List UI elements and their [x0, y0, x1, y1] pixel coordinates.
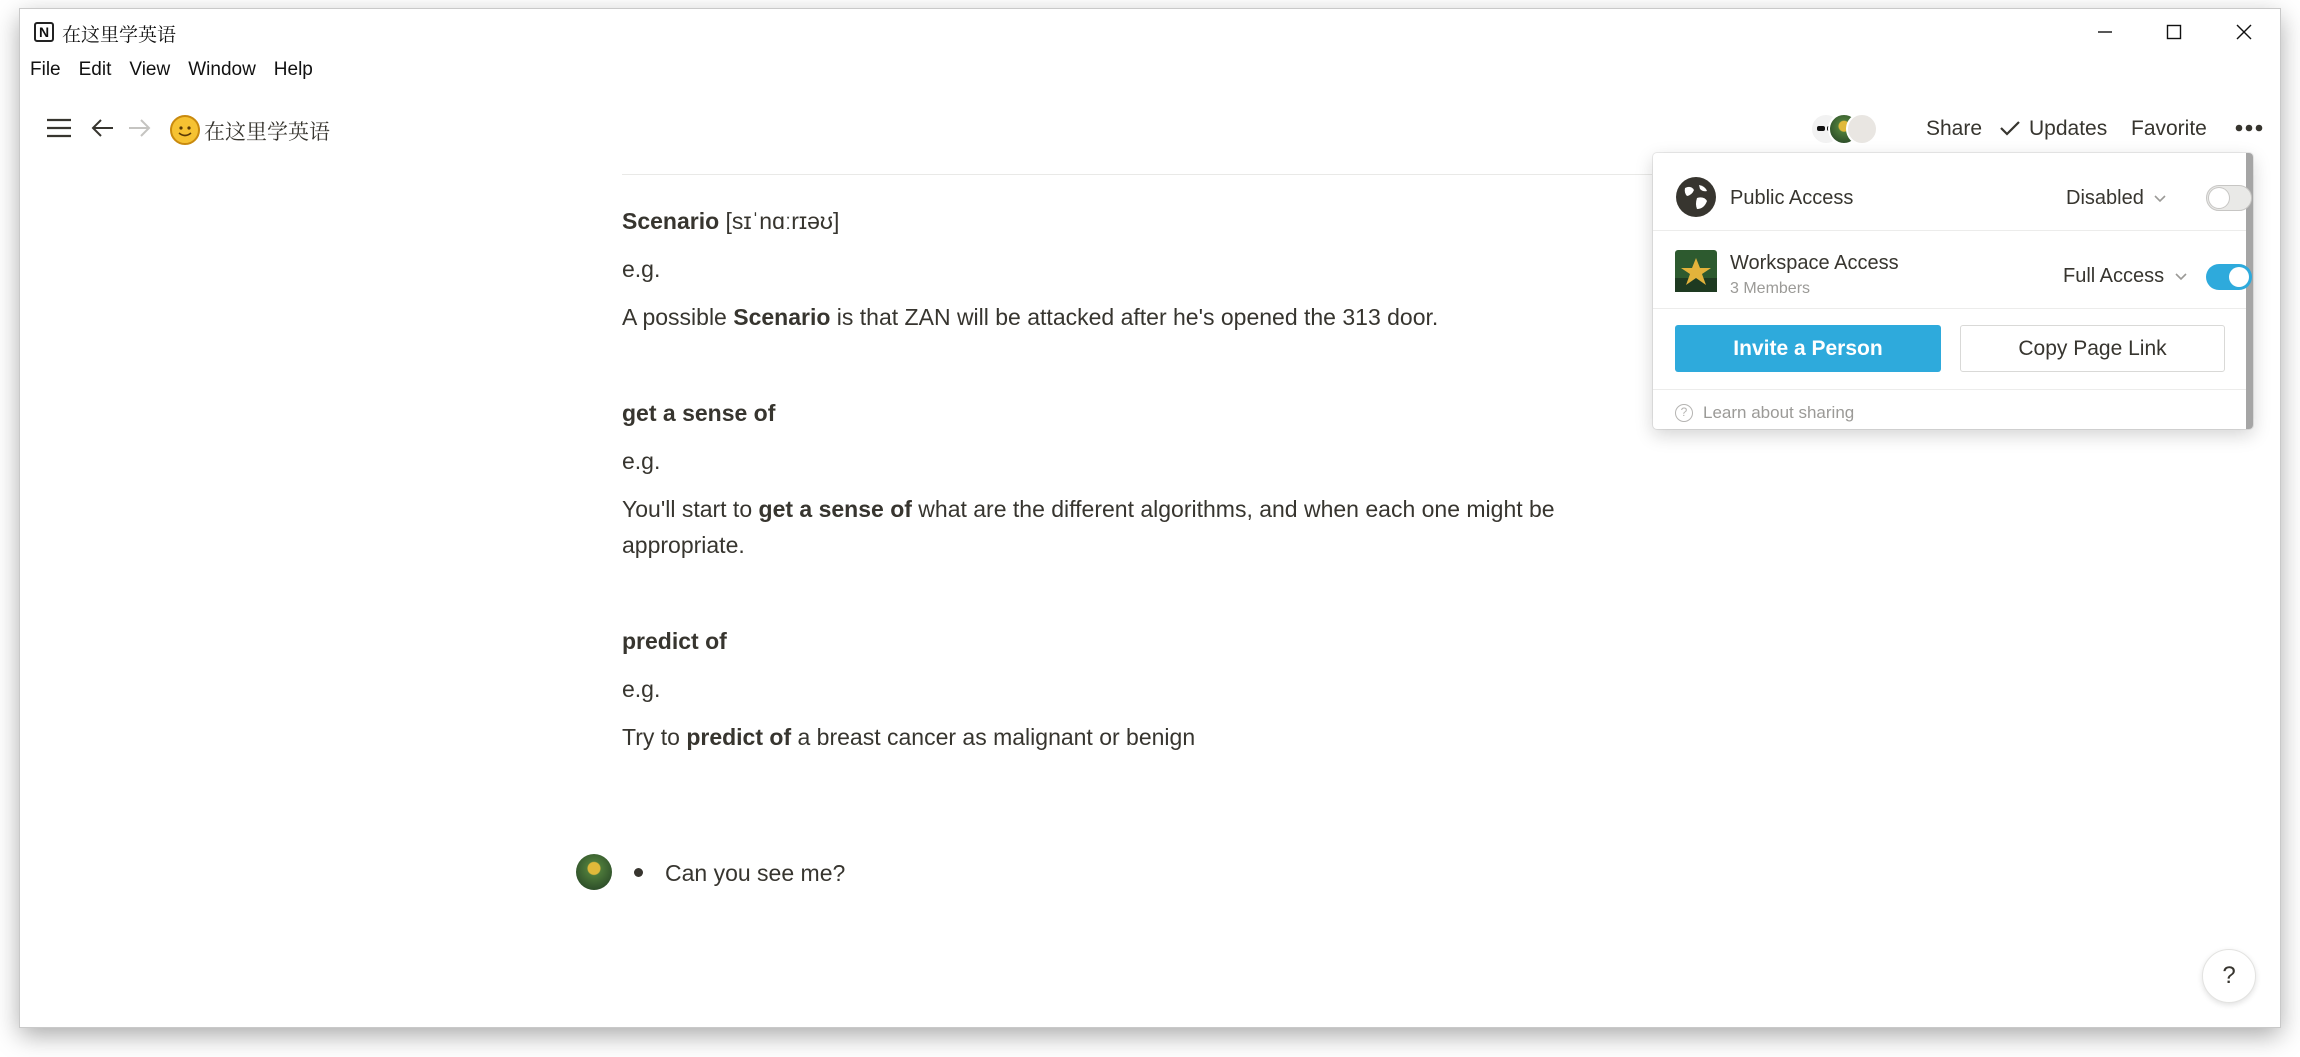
- check-icon: [1998, 115, 2022, 141]
- public-access-toggle[interactable]: [2206, 185, 2252, 211]
- chevron-down-icon: [2153, 194, 2167, 204]
- share-popup: [1653, 153, 2253, 429]
- menu-bar: [30, 59, 331, 87]
- public-access-dropdown[interactable]: [2066, 187, 2167, 210]
- menu-view[interactable]: View: [129, 59, 171, 80]
- updates-button[interactable]: Updates: [2029, 117, 2108, 140]
- eg-label[interactable]: e.g.: [622, 676, 661, 702]
- hamburger-icon: [46, 117, 72, 139]
- popup-divider: [1653, 308, 2246, 309]
- bullet-item-text[interactable]: Can you see me?: [665, 860, 846, 886]
- comment-author-avatar: [576, 854, 612, 890]
- window-title: 在这里学英语: [62, 25, 177, 46]
- chevron-down-icon: [2174, 272, 2188, 282]
- arrow-left-icon: [91, 118, 115, 138]
- title-bar: [20, 9, 2280, 55]
- workspace-access-toggle[interactable]: [2206, 264, 2252, 290]
- workspace-members-count: 3 Members: [1730, 280, 1811, 297]
- page-emoji-icon[interactable]: [170, 115, 200, 145]
- minimize-button[interactable]: [2075, 13, 2135, 51]
- avatar-sketch: [1846, 113, 1878, 145]
- workspace-access-label: Workspace Access: [1730, 252, 1899, 274]
- workspace-access-value: Full Access: [2063, 265, 2165, 287]
- example-sentence-continued[interactable]: appropriate.: [622, 532, 745, 558]
- help-button[interactable]: ?: [2202, 949, 2256, 1003]
- breadcrumb-page-title[interactable]: 在这里学英语: [204, 121, 330, 144]
- invite-person-button[interactable]: Invite a Person: [1675, 325, 1941, 372]
- share-button[interactable]: Share: [1926, 117, 1983, 140]
- maximize-icon: [2166, 24, 2182, 40]
- smile-icon: [172, 117, 198, 143]
- toggle-knob: [2229, 267, 2249, 287]
- minimize-icon: [2097, 24, 2113, 40]
- bullet-dot: [634, 868, 643, 877]
- term-heading[interactable]: get a sense of: [622, 400, 776, 426]
- block-divider: [622, 174, 1652, 175]
- workspace-icon: [1675, 250, 1717, 292]
- example-sentence[interactable]: Try to predict of a breast cancer as malignant or benign: [622, 724, 1196, 750]
- sidebar-toggle-button[interactable]: [44, 113, 74, 143]
- copy-page-link-button[interactable]: Copy Page Link: [1960, 325, 2225, 372]
- menu-help[interactable]: Help: [273, 59, 313, 80]
- learn-about-sharing-link[interactable]: [1675, 403, 1854, 423]
- close-window-button[interactable]: [2214, 13, 2274, 51]
- page-topbar: [20, 101, 2280, 157]
- menu-file[interactable]: File: [30, 59, 61, 80]
- more-options-button[interactable]: [2234, 115, 2264, 141]
- learn-about-sharing-text: Learn about sharing: [1703, 403, 1855, 422]
- term-heading[interactable]: Scenario [sɪˈnɑːrɪəʊ]: [622, 208, 840, 234]
- toggle-knob: [2209, 188, 2229, 208]
- popup-divider: [1653, 389, 2246, 390]
- workspace-access-dropdown[interactable]: [2063, 265, 2188, 288]
- back-button[interactable]: [88, 113, 118, 143]
- more-dots-icon: [2235, 124, 2263, 132]
- favorite-button[interactable]: Favorite: [2131, 117, 2207, 140]
- menu-edit[interactable]: Edit: [78, 59, 112, 80]
- collaborator-avatars[interactable]: [1810, 113, 1870, 147]
- popup-divider: [1653, 230, 2246, 231]
- example-sentence[interactable]: You'll start to get a sense of what are the different algorithms, and when each one might be: [622, 496, 1555, 522]
- public-access-value: Disabled: [2066, 187, 2144, 209]
- term-heading[interactable]: predict of: [622, 628, 727, 654]
- maximize-button[interactable]: [2144, 13, 2204, 51]
- example-sentence[interactable]: A possible Scenario is that ZAN will be attacked after he's opened the 313 door.: [622, 304, 1439, 330]
- globe-icon: [1675, 176, 1717, 218]
- arrow-right-icon: [127, 118, 151, 138]
- forward-button[interactable]: [124, 113, 154, 143]
- eg-label[interactable]: e.g.: [622, 256, 661, 282]
- question-circle-icon: ?: [1675, 404, 1693, 422]
- app-window: [20, 9, 2280, 1027]
- close-icon: [2235, 23, 2253, 41]
- menu-window[interactable]: Window: [188, 59, 256, 80]
- public-access-label: Public Access: [1730, 187, 1854, 209]
- eg-label[interactable]: e.g.: [622, 448, 661, 474]
- notion-app-icon: N: [34, 22, 54, 42]
